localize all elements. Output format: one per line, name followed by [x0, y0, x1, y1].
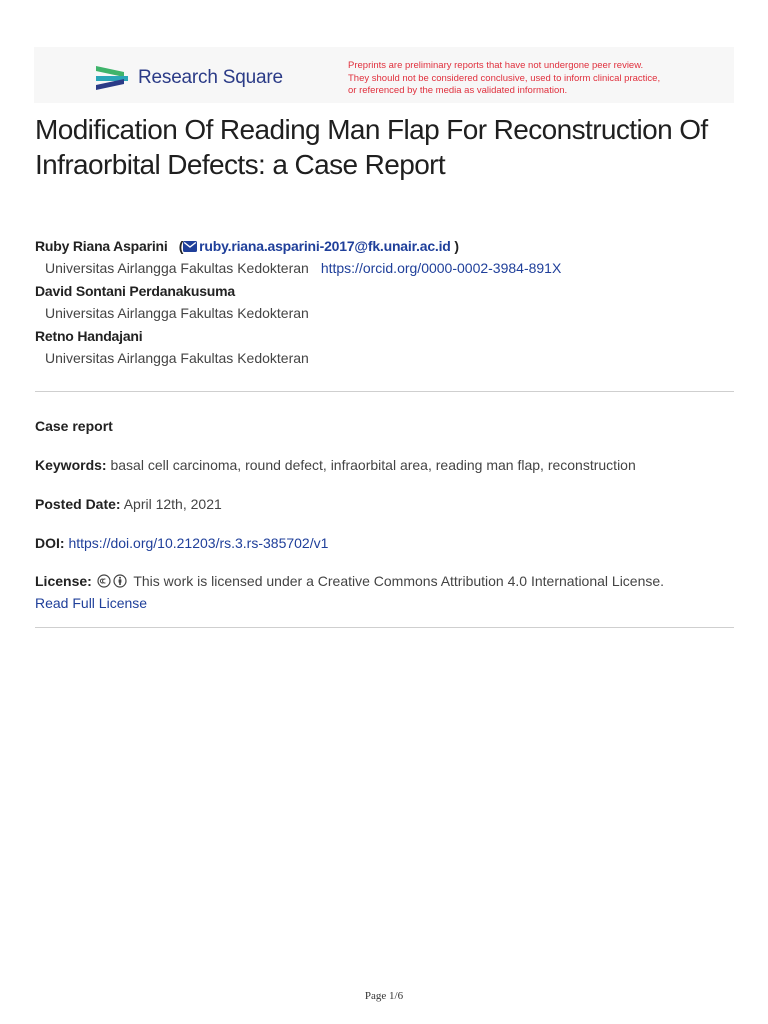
keywords-label: Keywords:: [35, 457, 107, 473]
doi-link[interactable]: https://doi.org/10.21203/rs.3.rs-385702/v1: [68, 535, 329, 551]
doi-row: [35, 532, 735, 554]
article-type: [35, 415, 735, 437]
doi-label: DOI:: [35, 535, 65, 551]
author-1: [35, 236, 735, 257]
email-open-paren: (: [178, 238, 184, 254]
research-square-logo[interactable]: [94, 63, 283, 93]
disclaimer-line: or referenced by the media as validated information.: [348, 85, 568, 96]
divider-bottom: [35, 627, 734, 628]
posted-date-label: Posted Date:: [35, 496, 121, 512]
creative-commons-icon: [97, 574, 129, 588]
article-type-text: Case report: [35, 418, 113, 434]
author-3: Retno Handajani: [35, 328, 143, 344]
author-name: Ruby Riana Asparini: [35, 238, 168, 254]
author-affiliation: Universitas Airlangga Fakultas Kedokteran: [45, 350, 309, 366]
license-text: This work is licensed under a Creative Commons Attribution 4.0 International License.: [133, 573, 665, 589]
license-label: License:: [35, 573, 92, 589]
author-email-link[interactable]: ruby.riana.asparini-2017@fk.unair.ac.id: [199, 238, 451, 254]
email-close-paren: ): [454, 238, 459, 254]
logo-text: Research Square: [138, 67, 283, 88]
envelope-icon: [183, 241, 197, 252]
license-row: [35, 570, 735, 614]
author-affiliation: [45, 257, 735, 281]
preprint-disclaimer: [348, 60, 728, 98]
read-full-license-link[interactable]: Read Full License: [35, 595, 148, 611]
disclaimer-line: They should not be considered conclusive, used to inform clinical practice,: [348, 72, 661, 84]
affiliation-text: Universitas Airlangga Fakultas Kedokteran: [45, 260, 309, 276]
disclaimer-line: Preprints are preliminary reports that have not undergone peer review.: [348, 60, 644, 71]
posted-date-value: April 12th, 2021: [123, 496, 222, 512]
page-number: Page 1/6: [364, 990, 404, 1002]
divider-top: [35, 391, 734, 392]
orcid-link[interactable]: https://orcid.org/0000-0002-3984-891X: [320, 260, 562, 276]
author-affiliation: Universitas Airlangga Fakultas Kedokteran: [45, 305, 309, 321]
author-2: David Sontani Perdanakusuma: [35, 283, 235, 299]
keywords-value: basal cell carcinoma, round defect, infraorbital area, reading man flap, reconstruction: [110, 457, 636, 473]
paper-title: Modification Of Reading Man Flap For Reconstruction Of Infraorbital Defects: a Case Report: [35, 114, 708, 180]
research-square-logo-icon: [94, 63, 130, 93]
posted-date-row: [35, 493, 735, 515]
keywords-row: [35, 454, 735, 476]
author-list: [35, 236, 735, 371]
